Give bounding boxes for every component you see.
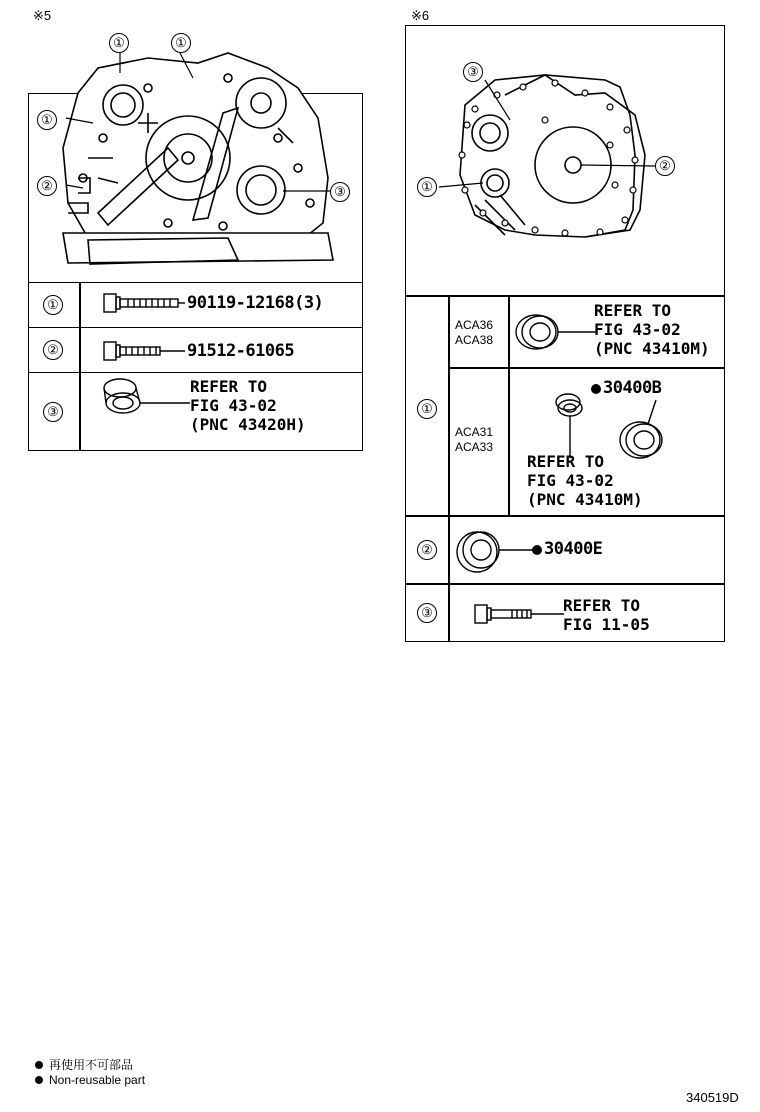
oil-seal-icon [455,526,535,578]
left-row1-number: ① [43,295,63,315]
left-row1-part-number: 90119-12168(3) [187,293,324,313]
right-row1b-part-number: 30400B [591,378,661,398]
left-callout-1c: ① [37,110,57,130]
left-row2-part-number: 91512-61065 [187,341,295,361]
right-row3-number: ③ [417,603,437,623]
right-row1b-models: ACA31 ACA33 [455,425,494,454]
left-callout-3: ③ [330,182,350,202]
legend-en: Non-reusable part [35,1073,145,1087]
right-row1a-reference: REFER TO FIG 43-02 (PNC 43410M) [594,301,710,358]
transaxle-illustration-left [28,28,363,283]
transaxle-housing-illustration-right [405,25,725,295]
non-reusable-dot-icon [591,384,601,394]
left-callout-1a: ① [109,33,129,53]
right-callout-2: ② [655,156,675,176]
right-row1a-models: ACA36 ACA38 [455,318,494,347]
left-panel-mark: ※5 [33,8,52,23]
left-row2-number: ② [43,340,63,360]
bolt-icon [472,602,564,626]
non-reusable-dot-icon [532,545,542,555]
bolt-icon [100,290,185,316]
oil-seal-icon [512,308,597,358]
right-row1-number: ① [417,399,437,419]
non-reusable-dot-icon [35,1061,43,1069]
right-row1b-reference: REFER TO FIG 43-02 (PNC 43410M) [527,452,643,509]
non-reusable-dot-icon [35,1076,43,1084]
bolt-icon [100,338,185,364]
right-row3-reference: REFER TO FIG 11-05 [563,596,650,634]
right-callout-1: ① [417,177,437,197]
left-callout-2: ② [37,176,57,196]
left-row3-reference: REFER TO FIG 43-02 (PNC 43420H) [190,377,306,434]
right-callout-3: ③ [463,62,483,82]
right-row2-number: ② [417,540,437,560]
oil-seal-icon [100,375,190,420]
left-row3-number: ③ [43,402,63,422]
right-panel-mark: ※6 [411,8,430,23]
right-row2-part-number: 30400E [532,539,602,559]
figure-id: 340519D [686,1090,739,1105]
left-callout-1b: ① [171,33,191,53]
legend-jp: 再使用不可部品 [35,1056,133,1073]
